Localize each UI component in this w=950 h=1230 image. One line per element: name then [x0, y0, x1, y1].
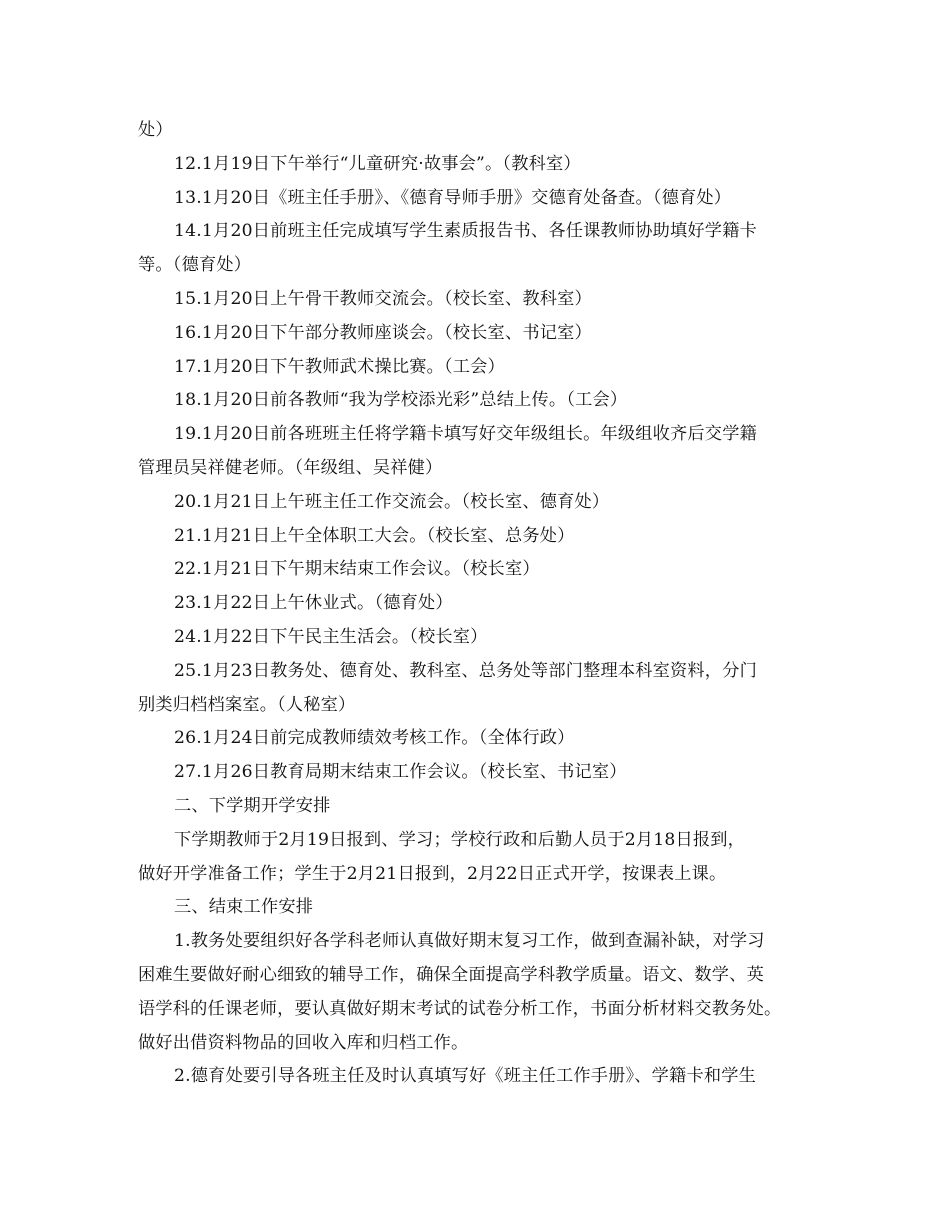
- text-line: 别类归档档案室。（人秘室）: [138, 694, 356, 715]
- text-line: 做好开学准备工作；学生于2月21日报到，2月22日正式开学，按课表上课。: [138, 863, 727, 884]
- text-line: 管理员吴祥健老师。（年级组、吴祥健）: [138, 457, 443, 478]
- text-line: 处）: [138, 120, 173, 140]
- text-line: 14.1月20日前班主任完成填写学生素质报告书、各任课教师协助填好学籍卡: [174, 221, 757, 242]
- text-line: 26.1月24日前完成教师绩效考核工作。（全体行政）: [174, 728, 575, 749]
- text-line: 困难生要做好耐心细致的辅导工作，确保全面提高学科教学质量。语文、数学、英: [138, 964, 764, 985]
- text-line: 2.德育处要引导各班主任及时认真填写好《班主任工作手册》、学籍卡和学生: [174, 1066, 756, 1087]
- text-line: 25.1月23日教务处、德育处、教科室、总务处等部门整理本科室资料，分门: [174, 660, 757, 681]
- text-line: 20.1月21日上午班主任工作交流会。（校长室、德育处）: [174, 491, 610, 512]
- text-line: 27.1月26日教育局期末结束工作会议。（校长室、书记室）: [174, 762, 627, 783]
- text-line: 23.1月22日上午休业式。（德育处）: [174, 593, 453, 614]
- text-line: 做好出借资料物品的回收入库和归档工作。: [138, 1032, 469, 1053]
- document-page: [138, 114, 818, 1094]
- text-line: 二、下学期开学安排: [174, 795, 331, 816]
- text-line: 语学科的任课老师，要认真做好期末考试的试卷分析工作，书面分析材料交教务处。: [138, 998, 782, 1019]
- text-line: 22.1月21日下午期末结束工作会议。（校长室）: [174, 559, 540, 580]
- text-line: 三、结束工作安排: [174, 897, 314, 918]
- text-line: 15.1月20日上午骨干教师交流会。（校长室、教科室）: [174, 288, 592, 309]
- text-line: 下学期教师于2月19日报到、学习；学校行政和后勤人员于2月18日报到，: [174, 829, 746, 850]
- text-line: 1.教务处要组织好各学科老师认真做好期末复习工作，做到查漏补缺，对学习: [174, 931, 765, 952]
- text-line: 13.1月20日《班主任手册》、《德育导师手册》交德育处备查。（德育处）: [174, 187, 732, 208]
- text-line: 19.1月20日前各班班主任将学籍卡填写好交年级组长。年级组收齐后交学籍: [174, 424, 757, 445]
- text-line: 17.1月20日下午教师武术操比赛。（工会）: [174, 356, 505, 377]
- text-line: 等。（德育处）: [138, 255, 252, 276]
- text-line: 24.1月22日下午民主生活会。（校长室）: [174, 626, 488, 647]
- text-line: 18.1月20日前各教师“我为学校添光彩”总结上传。（工会）: [174, 390, 628, 411]
- text-line: 21.1月21日上午全体职工大会。（校长室、总务处）: [174, 525, 575, 546]
- text-line: 12.1月19日下午举行“儿童研究·故事会”。（教科室）: [174, 153, 581, 174]
- text-line: 16.1月20日下午部分教师座谈会。（校长室、书记室）: [174, 322, 592, 343]
